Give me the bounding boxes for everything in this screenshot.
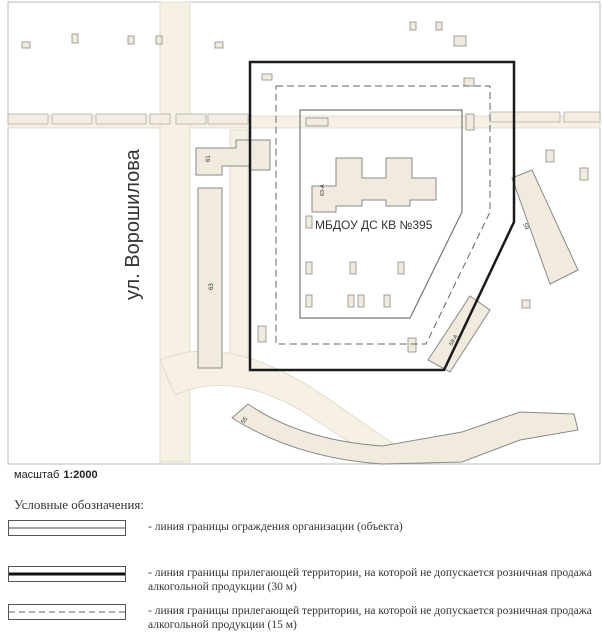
shed (215, 42, 223, 48)
shed (156, 36, 162, 44)
legend-title: Условные обозначения: (14, 497, 145, 512)
shed (350, 262, 356, 274)
shed (464, 78, 474, 86)
legend-text-30m: - линия границы прилегающей территории, на которой не допускается розничная продажа алкогольной продукции (30 м) (148, 567, 592, 593)
street-label: ул. Ворошилова (122, 149, 144, 300)
shed (522, 300, 530, 308)
shed (306, 295, 312, 307)
legend-swatch-30m (8, 566, 126, 582)
legend-15m-icon (9, 605, 125, 619)
shed (466, 114, 474, 130)
shed (306, 118, 328, 126)
legend-item-15m (8, 604, 598, 636)
building-label-61: 61 (206, 155, 212, 162)
shed (580, 168, 588, 180)
garage-block (208, 114, 248, 124)
scale-label: масштаб (14, 469, 60, 481)
building-63 (198, 188, 222, 368)
shed (306, 262, 312, 274)
shed (258, 326, 266, 342)
garage-block (176, 114, 206, 124)
shed (384, 295, 390, 307)
shed (454, 36, 466, 46)
legend-30m-icon (9, 567, 125, 581)
shed (408, 338, 416, 352)
garage-block (8, 114, 48, 124)
shed (436, 22, 442, 30)
shed (398, 262, 404, 274)
shed (348, 295, 354, 307)
legend-swatch-fence (8, 520, 126, 536)
shed (358, 295, 364, 307)
legend-text-15m: - линия границы прилегающей территории, на которой не допускается розничная продажа алкогольной продукции (15 м) (148, 605, 592, 631)
shed (262, 74, 272, 80)
shed (306, 216, 312, 228)
garage-block (490, 112, 560, 122)
building-label-63: 63 (209, 283, 215, 290)
shed (72, 34, 78, 43)
garage-block (564, 112, 600, 122)
scale-text (14, 469, 98, 481)
garage-block (96, 114, 146, 124)
legend-fence-icon (9, 521, 125, 535)
object-label: МБДОУ ДС КВ №395 (315, 218, 433, 232)
building-label-63a: 63-А (320, 184, 326, 196)
legend-item-fence (8, 520, 598, 548)
legend-text-fence: - линия границы ограждения организации (объекта) (148, 521, 403, 533)
building-label-55: 55 (240, 416, 250, 426)
shed (22, 42, 30, 48)
building-label-59a: 59-А (448, 333, 460, 347)
shed (410, 22, 416, 30)
road-inner (230, 130, 248, 380)
garage-block (150, 114, 170, 124)
garage-block (52, 114, 92, 124)
legend-swatch-15m (8, 604, 126, 620)
shed (546, 150, 554, 162)
building-label-59: 59 (521, 222, 530, 231)
legend-item-30m (8, 566, 598, 596)
shed (128, 36, 134, 44)
scale-value: 1:2000 (63, 469, 98, 481)
